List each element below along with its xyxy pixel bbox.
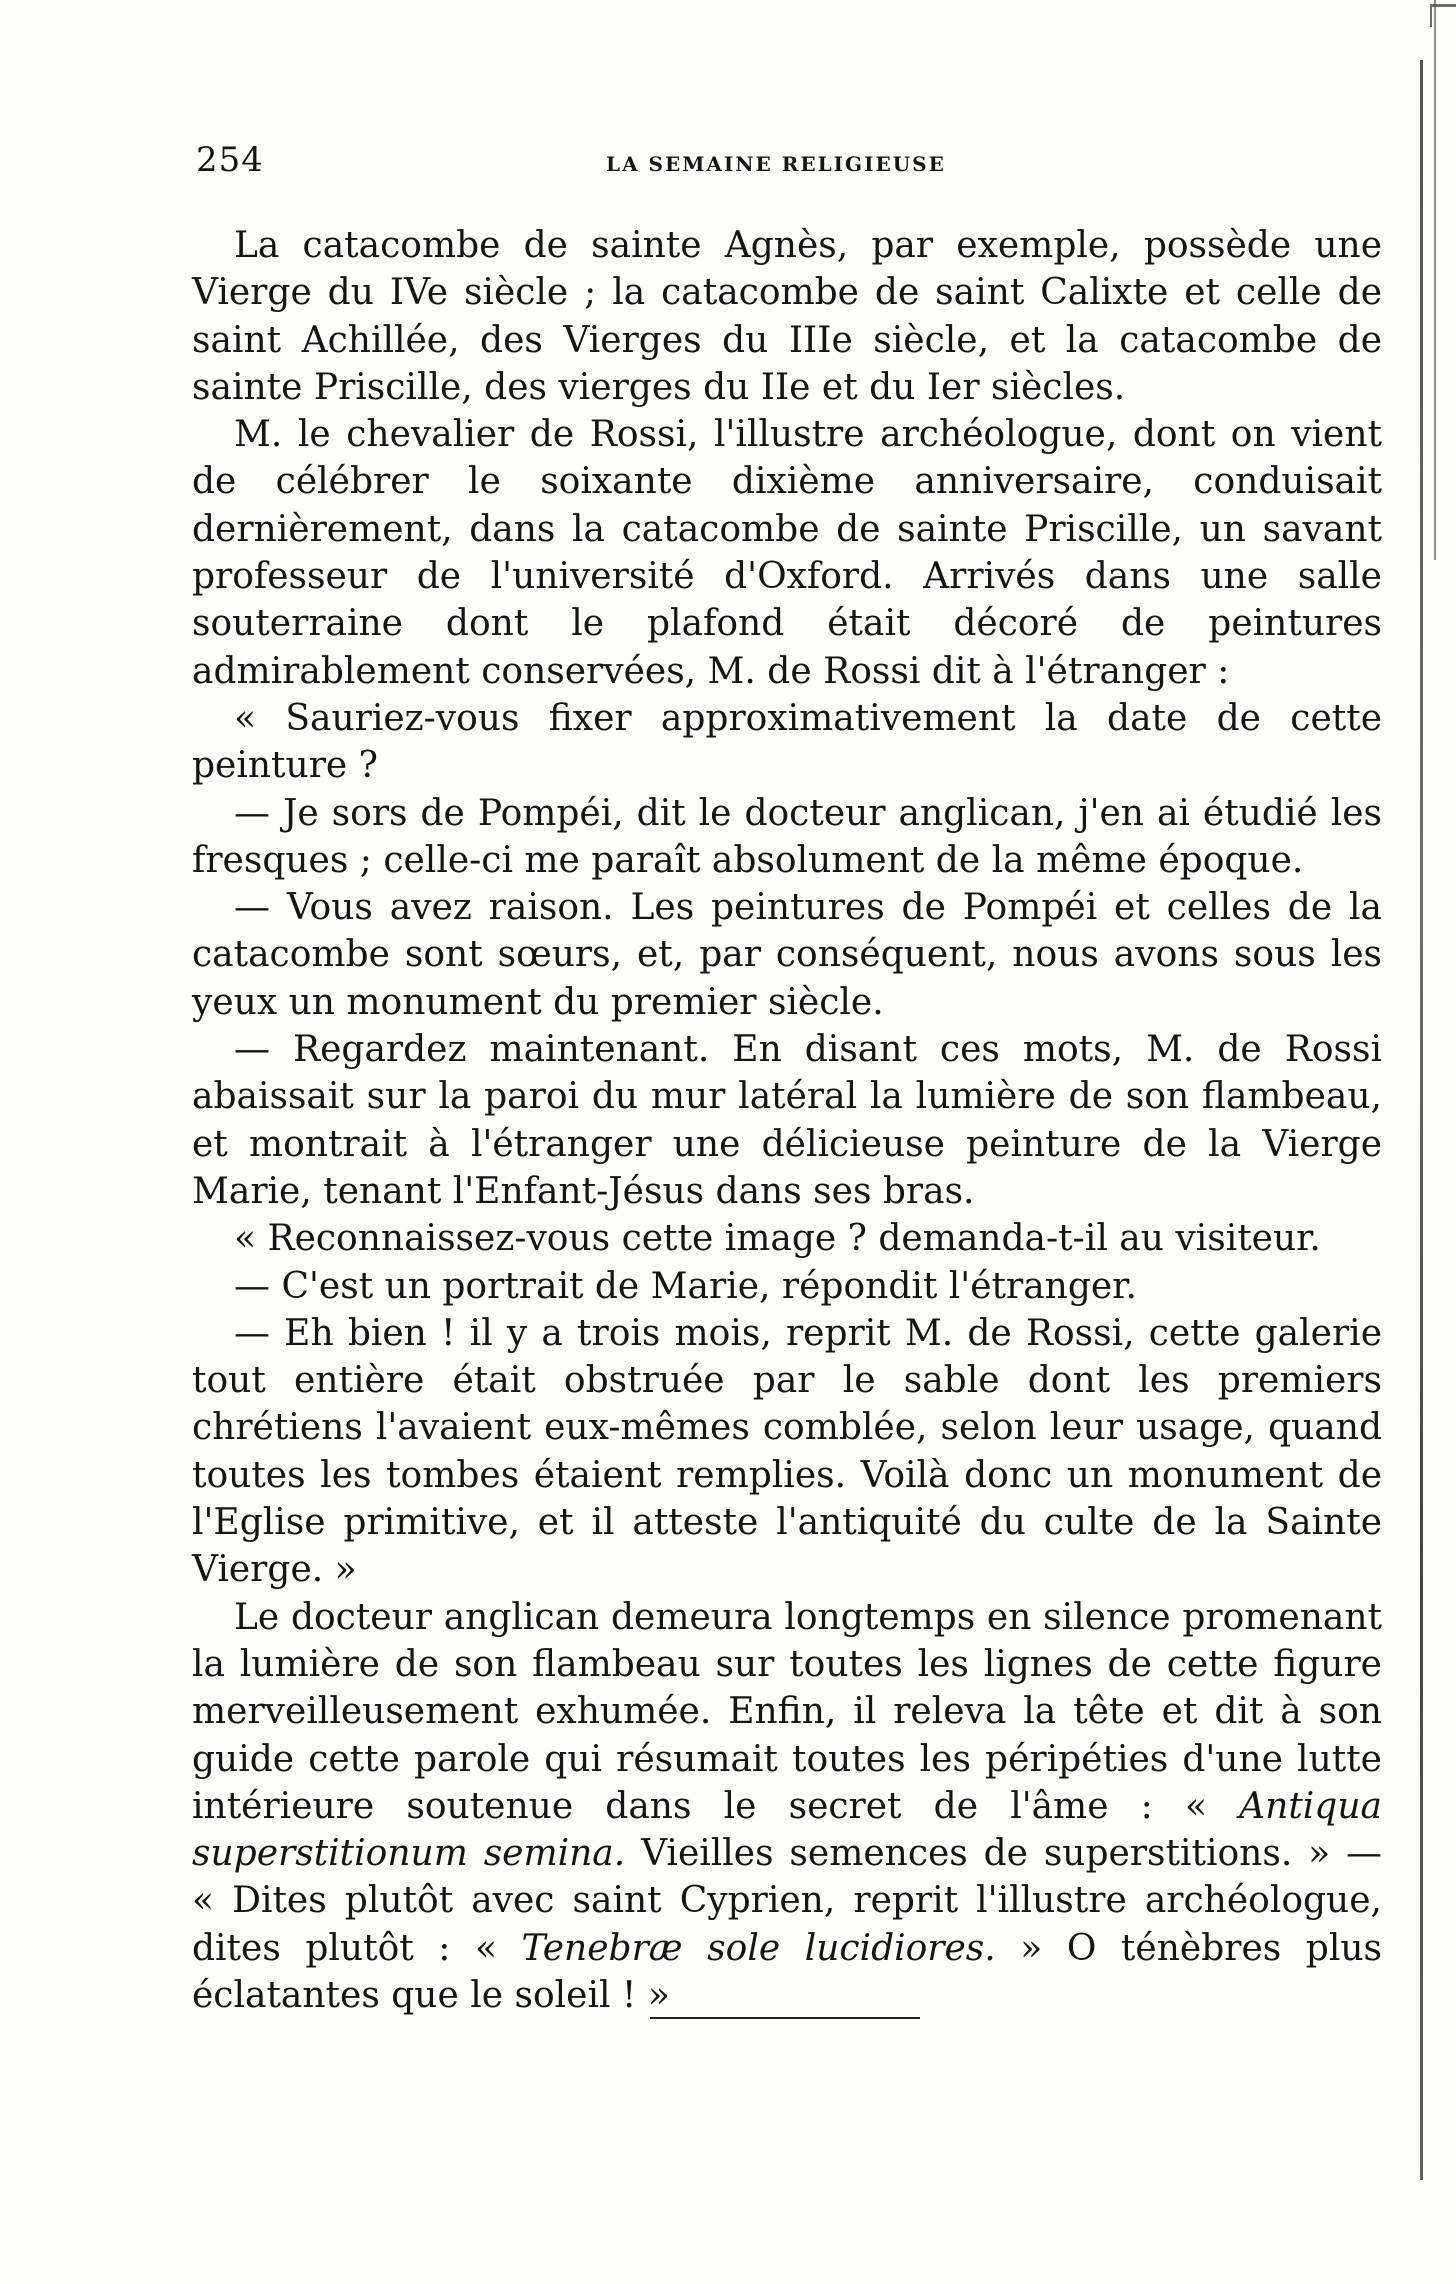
page-edge-line [1420, 60, 1423, 2180]
page-header [196, 140, 1036, 190]
final-paragraph-part1: Le docteur anglican demeura longtemps en silence promenant la lumière de son flambeau sur toutes les lignes de cette figure merveilleusement exhumée. Enfin, il releva la tête et dit à son guide cette parole qui résumait toutes les péripéties d'une lutte intérieure soutenue dans le secret de l'âme : « [192, 1596, 1382, 1827]
paragraph: M. le chevalier de Rossi, l'illustre archéologue, dont on vient de célébrer le soixante dixième anniversaire, conduisait dernièrement, dans la catacombe de sainte Priscille, un savant professeur de l'université d'Oxford. Arrivés dans une salle souterraine dont le plafond était décoré de peintures admirablement conservées, M. de Rossi dit à l'étranger : [192, 414, 1382, 692]
paragraph: — Eh bien ! il y a trois mois, reprit M. de Rossi, cette galerie tout entière était obstruée par le sable dont les premiers chrétiens l'avaient eux-mêmes comblée, selon leur usage, quand toutes les tombes étaient remplies. Voilà donc un monument de l'Eglise primitive, et il atteste l'antiquité du culte de la Sainte Vierge. » [192, 1312, 1382, 1591]
latin-quote-1: Antiqua superstitionum semina. [192, 1785, 1382, 1875]
paragraph: — Je sors de Pompéi, dit le docteur anglican, j'en ai étudié les fresques ; celle-ci me paraît absolument de la même époque. [192, 792, 1382, 881]
paragraph: « Sauriez-vous fixer approximativement la date de cette peinture ? [192, 697, 1382, 787]
running-head: LA SEMAINE RELIGIEUSE [606, 152, 946, 176]
paragraph: « Reconnaissez-vous cette image ? demanda-t-il au visiteur. [234, 1218, 1321, 1260]
body-text [192, 222, 1382, 2019]
paragraph: — Regardez maintenant. En disant ces mots, M. de Rossi abaissait sur la paroi du mur latéral la lumière de son flambeau, et montrait à l'étranger une délicieuse peinture de la Vierge Marie, tenant l'Enfant-Jésus dans ses bras. [192, 1029, 1382, 1212]
paragraph: — Vous avez raison. Les peintures de Pompéi et celles de la catacombe sont sœurs, et, par conséquent, nous avons sous les yeux un monument du premier siècle. [192, 887, 1382, 1023]
paragraph: La catacombe de sainte Agnès, par exemple, possède une Vierge du IVe siècle ; la catacombe de saint Calixte et celle de saint Achillée, des Vierges du IIIe siècle, et la catacombe de sainte Priscille, des vierges du IIe et du Ier siècles. [192, 225, 1382, 408]
final-paragraph-part2: Vieilles semences de superstitions. » — « Dites plutôt avec saint Cyprien, reprit l'illustre archéologue, dites plutôt : « [192, 1833, 1382, 1969]
latin-quote-2: Tenebræ sole lucidiores. [521, 1927, 996, 1969]
paragraph: — C'est un portrait de Marie, répondit l'étranger. [234, 1265, 1137, 1307]
page-number: 254 [196, 140, 264, 180]
page-edge-line-secondary [1434, 0, 1436, 560]
final-paragraph [192, 1594, 1382, 2020]
final-paragraph-part3: » O ténèbres plus éclatantes que le soleil ! » [192, 1927, 1382, 2016]
end-rule [650, 2017, 920, 2019]
